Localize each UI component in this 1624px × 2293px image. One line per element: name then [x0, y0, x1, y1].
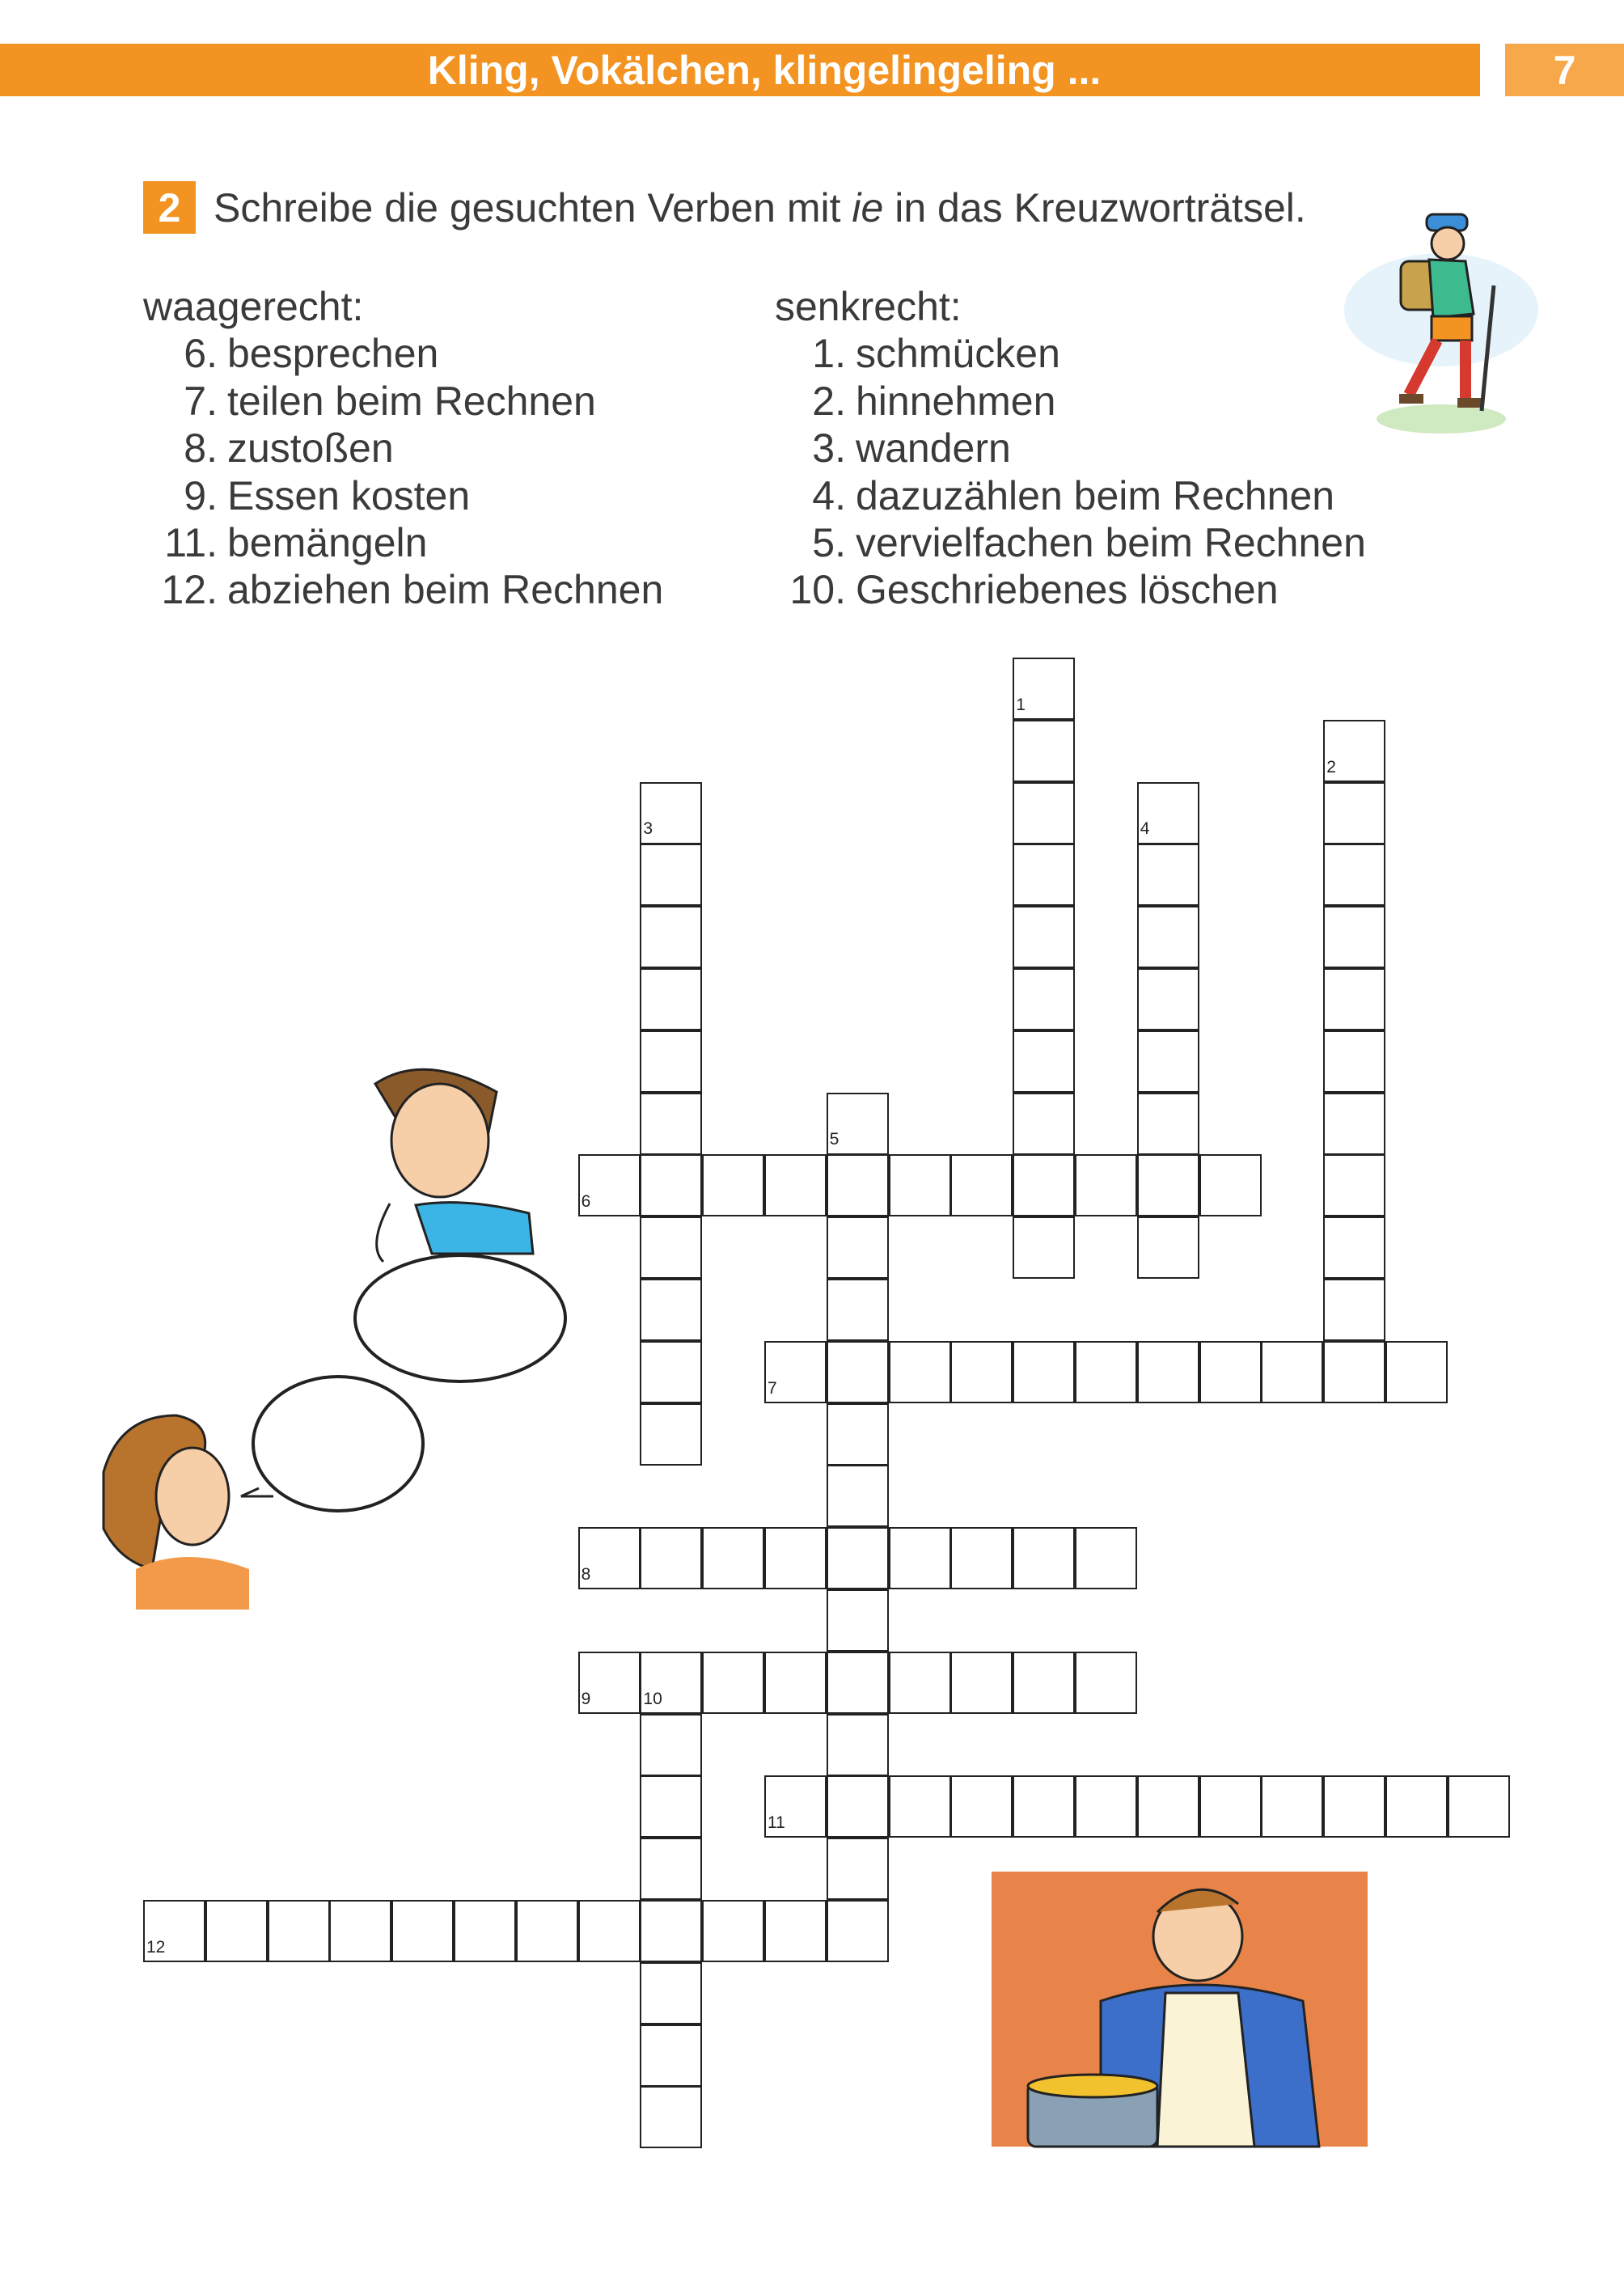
crossword-cell[interactable]	[1013, 906, 1075, 968]
crossword-cell[interactable]	[702, 1900, 764, 1962]
crossword-cell[interactable]	[889, 1154, 951, 1216]
clue-number: 7.	[184, 378, 218, 424]
crossword-cell[interactable]	[1261, 1341, 1323, 1403]
clue-text: bemängeln	[227, 520, 428, 566]
clue-item	[775, 519, 1366, 566]
crossword-cell[interactable]	[1199, 1341, 1262, 1403]
crossword-cell[interactable]	[950, 1341, 1013, 1403]
crossword-cell[interactable]	[889, 1527, 951, 1589]
crossword-cell[interactable]	[1013, 1030, 1075, 1093]
crossword-cell[interactable]	[640, 906, 702, 968]
crossword-cell[interactable]	[391, 1900, 454, 1962]
crossword-clue-label: 7	[768, 1378, 777, 1398]
crossword-cell[interactable]	[578, 1900, 641, 1962]
girl-illustration	[87, 1367, 427, 1610]
crossword-cell[interactable]	[1013, 1527, 1075, 1589]
crossword-cell[interactable]	[764, 1154, 827, 1216]
crossword-cell[interactable]	[764, 1652, 827, 1714]
crossword-clue-label: 9	[581, 1689, 591, 1708]
crossword-cell[interactable]	[827, 1589, 889, 1652]
clue-number: 2.	[812, 378, 846, 424]
crossword-cell[interactable]	[640, 1403, 702, 1466]
crossword-cell[interactable]	[1323, 1093, 1385, 1155]
clue-item	[775, 425, 1366, 472]
clue-text: teilen beim Rechnen	[227, 378, 596, 424]
clue-text: schmücken	[856, 331, 1060, 377]
crossword-cell[interactable]	[640, 1775, 702, 1838]
clue-number: 1.	[812, 331, 846, 377]
crossword-cell[interactable]	[1137, 1775, 1199, 1838]
crossword-cell[interactable]	[640, 1527, 702, 1589]
crossword-cell[interactable]	[1385, 1775, 1448, 1838]
clue-number: 9.	[184, 472, 218, 518]
crossword-cell[interactable]	[827, 1838, 889, 1900]
crossword-cell[interactable]	[1075, 1652, 1137, 1714]
crossword-cell[interactable]	[1013, 1154, 1075, 1216]
clue-text: vervielfachen beim Rechnen	[856, 520, 1366, 566]
task-text-part: Schreibe die gesuchten Verben mit	[214, 184, 852, 231]
across-heading: waagerecht:	[143, 284, 364, 329]
crossword-cell[interactable]	[640, 1030, 702, 1093]
crossword-cell[interactable]	[1075, 1341, 1137, 1403]
crossword-cell[interactable]	[1448, 1775, 1510, 1838]
crossword-cell[interactable]	[827, 1652, 889, 1714]
crossword-cell[interactable]	[1013, 1775, 1075, 1838]
crossword-cell[interactable]	[1137, 968, 1199, 1030]
clue-text: hinnehmen	[856, 378, 1056, 424]
crossword-cell[interactable]	[1013, 968, 1075, 1030]
crossword-cell[interactable]	[950, 1527, 1013, 1589]
crossword-cell[interactable]	[268, 1900, 330, 1962]
clue-item	[775, 566, 1366, 613]
crossword-cell[interactable]	[1137, 1341, 1199, 1403]
crossword-cell[interactable]	[1323, 1030, 1385, 1093]
across-clues	[143, 283, 663, 614]
crossword-cell[interactable]	[640, 2086, 702, 2148]
crossword-cell[interactable]	[1385, 1341, 1448, 1403]
crossword-cell[interactable]	[640, 1962, 702, 2024]
crossword-cell[interactable]	[1137, 1154, 1199, 1216]
crossword-clue-label: 6	[581, 1192, 591, 1212]
crossword-cell[interactable]	[950, 1154, 1013, 1216]
cook-tasting-soup-illustration	[979, 1864, 1376, 2156]
chapter-title: Kling, Vokälchen, klingelingeling ...	[427, 47, 1102, 93]
crossword-cell[interactable]	[950, 1652, 1013, 1714]
crossword-cell[interactable]	[827, 1465, 889, 1527]
crossword-cell[interactable]	[1075, 1775, 1137, 1838]
clue-number: 8.	[184, 425, 218, 472]
chapter-title-bar	[0, 44, 1480, 96]
crossword-cell[interactable]	[889, 1652, 951, 1714]
clue-text: dazuzählen beim Rechnen	[856, 472, 1335, 518]
crossword-cell[interactable]	[640, 1216, 702, 1279]
clue-item	[775, 378, 1366, 425]
crossword-cell[interactable]	[1075, 1154, 1137, 1216]
crossword-clue-label: 8	[581, 1565, 591, 1584]
crossword-cell[interactable]	[827, 1714, 889, 1776]
crossword-cell[interactable]	[1323, 1279, 1385, 1341]
clue-item	[143, 330, 663, 377]
crossword-cell[interactable]	[640, 1714, 702, 1776]
crossword-cell[interactable]	[454, 1900, 516, 1962]
crossword-cell[interactable]	[827, 1154, 889, 1216]
crossword-cell[interactable]	[640, 968, 702, 1030]
clue-text: zustoßen	[227, 425, 394, 472]
crossword-clue-label: 4	[1140, 819, 1150, 839]
crossword-clue-label: 12	[146, 1937, 166, 1957]
crossword-cell[interactable]	[827, 1775, 889, 1838]
task-text	[214, 184, 1306, 231]
crossword-cell[interactable]	[1323, 1216, 1385, 1279]
crossword-cell[interactable]	[827, 1527, 889, 1589]
clue-number: 11.	[164, 520, 218, 566]
clue-item	[143, 519, 663, 566]
crossword-cell[interactable]	[1013, 1216, 1075, 1279]
crossword-cell[interactable]	[1013, 844, 1075, 906]
crossword-cell[interactable]	[702, 1527, 764, 1589]
crossword-cell[interactable]	[1137, 906, 1199, 968]
crossword-cell[interactable]	[827, 1216, 889, 1279]
clue-text: besprechen	[227, 331, 439, 377]
crossword-cell[interactable]	[889, 1341, 951, 1403]
crossword-clue-label: 11	[768, 1813, 785, 1833]
crossword-clue-label: 3	[643, 819, 653, 839]
task-text-part: in das Kreuzworträtsel.	[883, 184, 1306, 231]
crossword-cell[interactable]	[640, 1838, 702, 1900]
task-text-italic: ie	[852, 184, 884, 231]
crossword-cell[interactable]	[516, 1900, 578, 1962]
clue-text: abziehen beim Rechnen	[227, 567, 664, 613]
crossword-cell[interactable]	[1013, 1093, 1075, 1155]
crossword-cell[interactable]	[827, 1403, 889, 1466]
crossword-clue-label: 5	[829, 1130, 839, 1149]
clue-item	[143, 566, 663, 613]
clue-item	[775, 472, 1366, 519]
crossword-cell[interactable]	[764, 1527, 827, 1589]
crossword-cell[interactable]	[889, 1775, 951, 1838]
crossword-cell[interactable]	[640, 1279, 702, 1341]
crossword-cell[interactable]	[1323, 1341, 1385, 1403]
crossword-cell[interactable]	[1323, 1775, 1385, 1838]
clue-text: wandern	[856, 425, 1011, 472]
crossword-clue-label: 2	[1326, 757, 1336, 776]
clue-item	[143, 425, 663, 472]
page-number: 7	[1505, 44, 1624, 96]
crossword-cell[interactable]	[329, 1900, 391, 1962]
clue-number: 5.	[812, 520, 846, 566]
crossword-cell[interactable]	[702, 1652, 764, 1714]
crossword-cell[interactable]	[640, 1341, 702, 1403]
crossword-cell[interactable]	[1013, 1341, 1075, 1403]
down-clues	[775, 283, 1366, 614]
crossword-cell[interactable]	[1137, 844, 1199, 906]
crossword-cell[interactable]	[640, 1154, 702, 1216]
clue-number: 4.	[812, 472, 846, 518]
crossword-cell[interactable]	[827, 1341, 889, 1403]
clue-number: 10.	[789, 567, 846, 613]
crossword-cell[interactable]	[1323, 968, 1385, 1030]
boy-illustration	[351, 1060, 571, 1383]
clue-number: 6.	[184, 331, 218, 377]
crossword-clue-label: 10	[643, 1689, 662, 1708]
crossword-cell[interactable]	[640, 844, 702, 906]
clue-number: 3.	[812, 425, 846, 472]
crossword-cell[interactable]	[764, 1900, 827, 1962]
crossword-cell[interactable]	[1261, 1775, 1323, 1838]
crossword-cell[interactable]	[1075, 1527, 1137, 1589]
task-number: 2	[143, 181, 196, 234]
crossword-cell[interactable]	[1137, 1030, 1199, 1093]
clue-item	[143, 472, 663, 519]
clue-number: 12.	[161, 567, 218, 613]
crossword-cell[interactable]	[1013, 720, 1075, 782]
clue-item	[775, 330, 1366, 377]
crossword-cell[interactable]	[1323, 844, 1385, 906]
crossword-cell[interactable]	[827, 1279, 889, 1341]
crossword-cell[interactable]	[640, 1900, 702, 1962]
crossword-cell[interactable]	[1137, 1216, 1199, 1279]
crossword-cell[interactable]	[702, 1154, 764, 1216]
crossword-cell[interactable]	[1013, 782, 1075, 844]
crossword-cell[interactable]	[1199, 1154, 1262, 1216]
crossword-cell[interactable]	[950, 1775, 1013, 1838]
clue-item	[143, 378, 663, 425]
crossword-cell[interactable]	[1323, 1154, 1385, 1216]
crossword-cell[interactable]	[1323, 782, 1385, 844]
crossword-cell[interactable]	[827, 1900, 889, 1962]
crossword-clue-label: 1	[1016, 695, 1026, 714]
clue-text: Geschriebenes löschen	[856, 567, 1279, 613]
clue-text: Essen kosten	[227, 472, 471, 518]
crossword-cell[interactable]	[640, 2024, 702, 2087]
crossword-cell[interactable]	[640, 1093, 702, 1155]
hiker-illustration	[1344, 205, 1542, 439]
crossword-cell[interactable]	[1137, 1093, 1199, 1155]
down-heading: senkrecht:	[775, 284, 962, 329]
crossword-cell[interactable]	[1199, 1775, 1262, 1838]
crossword-cell[interactable]	[1323, 906, 1385, 968]
crossword-cell[interactable]	[205, 1900, 268, 1962]
task-instruction	[143, 181, 1306, 234]
crossword-cell[interactable]	[1013, 1652, 1075, 1714]
